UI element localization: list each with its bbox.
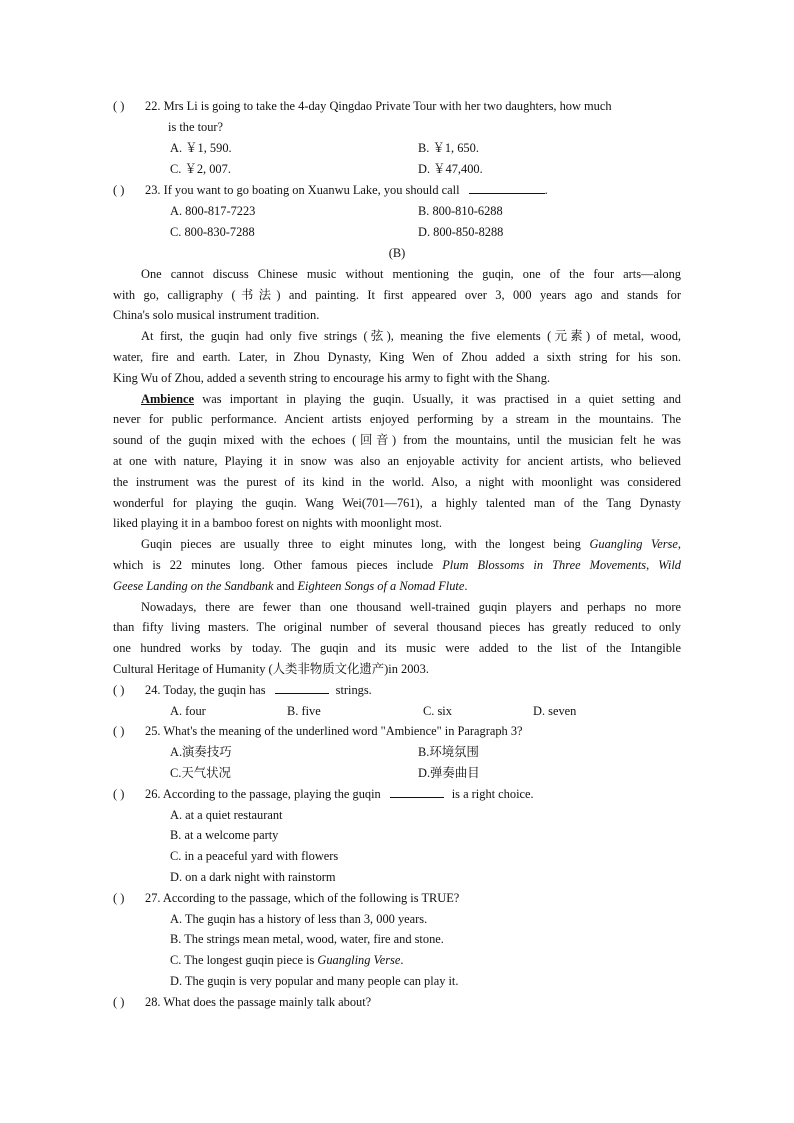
q27-option-c-end: . [400, 953, 404, 967]
answer-blank-23[interactable] [469, 182, 545, 194]
q27-option-d[interactable]: D. The guqin is very popular and many people can play it. [170, 974, 459, 988]
p4-line-1-b: , [677, 537, 681, 551]
p3-line-6: wonderful for playing the guqin. Wang Wei(701—761), a highly talented man of the Tang Dynasty [113, 496, 681, 510]
q25-option-c[interactable]: C.天气状况 [170, 766, 231, 780]
p4-line-2-a: which is 22 minutes long. Other famous pieces include [113, 558, 443, 572]
answer-paren-28[interactable]: ( ) [113, 995, 125, 1009]
title-plum-blossoms: Plum Blossoms in Three Movements [442, 558, 647, 572]
p1-line-1: One cannot discuss Chinese music without mentioning the guqin, one of the four arts—along [141, 267, 681, 281]
title-guangling-verse: Guangling Verse [589, 537, 678, 551]
question-23-end: . [544, 183, 548, 197]
question-28-text: 28. What does the passage mainly talk about? [145, 995, 372, 1009]
answer-blank-26[interactable] [390, 786, 444, 798]
p3-line-1-rest: was important in playing the guqin. Usually, it was practised in a quiet setting and [194, 392, 681, 406]
p3-line-4: at one with nature, Playing it in snow was also an enjoyable activity for ancient artists, who believed [113, 454, 681, 468]
title-eighteen-songs: Eighteen Songs of a Nomad Flute [297, 579, 465, 593]
p4-line-3-a: and [273, 579, 298, 593]
q25-option-a[interactable]: A.演奏技巧 [170, 745, 232, 759]
question-22-continuation: is the tour? [168, 120, 224, 134]
p5-line-4: Cultural Heritage of Humanity (人类非物质文化遗产)in 2003. [113, 662, 429, 676]
q24-option-a[interactable]: A. four [170, 704, 206, 718]
p5-line-3: one hundred works by today. The guqin and its music were added to the list of the Intangible [113, 641, 681, 655]
p3-line-7: liked playing it in a bamboo forest on nights with moonlight most. [113, 516, 443, 530]
p1-line-2: with go, calligraphy (书法) and painting. It first appeared over 3, 000 years ago and stands for [113, 288, 681, 302]
q22-option-c[interactable]: C. ￥2, 007. [170, 162, 231, 176]
question-24-text [145, 682, 372, 698]
q25-option-d[interactable]: D.弹奏曲目 [418, 766, 480, 780]
answer-blank-24[interactable] [275, 682, 329, 694]
q22-option-a[interactable]: A. ￥1, 590. [170, 141, 232, 155]
section-b-heading: (B) [388, 246, 406, 260]
q26-option-c[interactable]: C. in a peaceful yard with flowers [170, 849, 339, 863]
answer-paren-27[interactable]: ( ) [113, 891, 125, 905]
q27-option-c-text: C. The longest guqin piece is [170, 953, 318, 967]
p5-line-1: Nowadays, there are fewer than one thousand well-trained guqin players and perhaps no more [141, 600, 681, 614]
q27-option-c[interactable] [170, 952, 403, 968]
p3-line-3: sound of the guqin mixed with the echoes (回音) from the mountains, until the musician felt he was [113, 433, 681, 447]
p4-line-2-b: , [646, 558, 659, 572]
answer-paren-23[interactable]: ( ) [113, 183, 125, 197]
question-23-text [145, 182, 548, 198]
underlined-word-ambience: Ambience [141, 392, 194, 406]
title-wild-geese-end: Geese Landing on the Sandbank [113, 579, 274, 593]
q23-option-d[interactable]: D. 800-850-8288 [418, 225, 504, 239]
q25-option-b[interactable]: B.环境氛围 [418, 745, 479, 759]
q22-option-d[interactable]: D. ￥47,400. [418, 162, 483, 176]
p4-line-3-b: . [464, 579, 468, 593]
question-26-stem: 26. According to the passage, playing the guqin [145, 787, 381, 801]
title-wild-geese-start: Wild [658, 558, 681, 572]
q26-option-b[interactable]: B. at a welcome party [170, 828, 279, 842]
question-25-text: 25. What's the meaning of the underlined word "Ambience" in Paragraph 3? [145, 724, 523, 738]
p3-line-5: the instrument was the purest of its kind in the world. Also, a night with moonlight was considered [113, 475, 681, 489]
question-24-end: strings. [335, 683, 372, 697]
question-23-stem: 23. If you want to go boating on Xuanwu Lake, you should call [145, 183, 460, 197]
q23-option-c[interactable]: C. 800-830-7288 [170, 225, 255, 239]
answer-paren-26[interactable]: ( ) [113, 787, 125, 801]
p2-line-3: King Wu of Zhou, added a seventh string to encourage his army to fight with the Shang. [113, 371, 550, 385]
q24-option-b[interactable]: B. five [287, 704, 321, 718]
p2-line-2: water, fire and earth. Later, in Zhou Dynasty, King Wen of Zhou added a sixth string for his son. [113, 350, 681, 364]
p4-line-1 [141, 536, 681, 552]
q26-option-a[interactable]: A. at a quiet restaurant [170, 808, 283, 822]
p3-line-1 [141, 391, 681, 407]
q27-option-b[interactable]: B. The strings mean metal, wood, water, fire and stone. [170, 932, 444, 946]
q27-option-a[interactable]: A. The guqin has a history of less than 3, 000 years. [170, 912, 428, 926]
answer-paren-25[interactable]: ( ) [113, 724, 125, 738]
q24-option-d[interactable]: D. seven [533, 704, 577, 718]
p1-line-3: China's solo musical instrument tradition. [113, 308, 320, 322]
q22-option-b[interactable]: B. ￥1, 650. [418, 141, 479, 155]
question-27-text: 27. According to the passage, which of the following is TRUE? [145, 891, 460, 905]
p2-line-1: At first, the guqin had only five strings (弦), meaning the five elements (元素) of metal, wood, [141, 329, 681, 343]
p4-line-2 [113, 557, 681, 573]
p4-line-3 [113, 578, 681, 594]
q27-option-c-title: Guangling Verse [317, 953, 401, 967]
q24-option-c[interactable]: C. six [423, 704, 452, 718]
question-26-text [145, 786, 534, 802]
question-22-text: 22. Mrs Li is going to take the 4-day Qingdao Private Tour with her two daughters, how much [145, 99, 612, 113]
question-24-stem: 24. Today, the guqin has [145, 683, 266, 697]
answer-paren-24[interactable]: ( ) [113, 683, 125, 697]
p4-line-1-a: Guqin pieces are usually three to eight minutes long, with the longest being [141, 537, 590, 551]
question-26-end: is a right choice. [451, 787, 534, 801]
p5-line-2: than fifty living masters. The original number of several thousand pieces has greatly reduced to only [113, 620, 681, 634]
p3-line-2: never for public performance. Ancient artists enjoyed performing by a stream in the mountains. The [113, 412, 681, 426]
q23-option-b[interactable]: B. 800-810-6288 [418, 204, 503, 218]
q23-option-a[interactable]: A. 800-817-7223 [170, 204, 256, 218]
answer-paren-22[interactable]: ( ) [113, 99, 125, 113]
q26-option-d[interactable]: D. on a dark night with rainstorm [170, 870, 336, 884]
